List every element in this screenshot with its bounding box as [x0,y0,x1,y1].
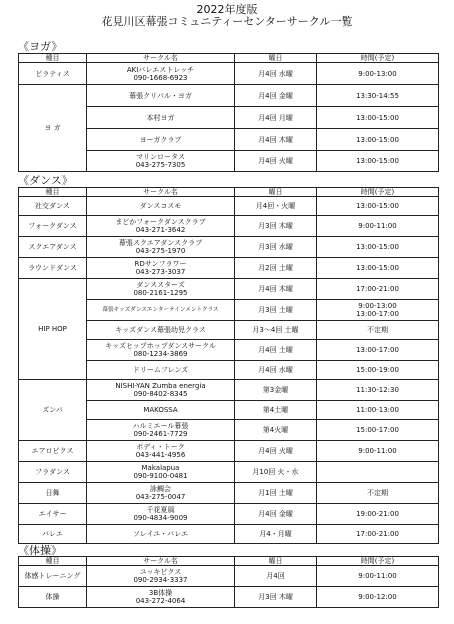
circle-name: Makalapua [141,464,180,472]
header-time: 時間(予定) [317,54,439,63]
circle-phone: 043-273-3037 [135,268,186,276]
yoga-table [18,53,439,172]
taiso-table [18,556,439,608]
circle-cell: ヨーガクラブ [87,129,235,151]
kind-cell: ズンバ [19,380,87,441]
day-cell: 月4回 水曜 [235,361,317,380]
time-cell: 9:00-11:00 [317,566,439,587]
header-kind: 種目 [19,557,87,566]
time-cell: 9:00-11:00 [317,216,439,237]
day-cell: 第3金曜 [235,380,317,401]
kind-cell: ラウンドダンス [19,258,87,279]
section-heading-dance: 《ダンス》 [18,174,73,187]
circle-cell [87,504,235,525]
time-cell: 11:00-13:00 [317,401,439,420]
circle-name: ユッキピクス [139,568,182,576]
table-header [19,557,439,566]
kind-cell: フォークダンス [19,216,87,237]
time-cell: 13:00-15:00 [317,258,439,279]
time-slot: 9:00-13:00 [358,302,397,310]
circle-cell: 幕張キッズダンスエンターテインメントクラス [87,300,235,321]
day-cell: 月4回 月曜 [235,107,317,129]
day-cell: 月4回 火曜 [235,441,317,462]
time-slot: 13:00-17:00 [356,310,399,318]
day-cell: 月4回・火曜 [235,197,317,216]
circle-phone: 043-275-7305 [135,161,186,169]
circle-name: ハルミエール幕張 [132,422,189,430]
header-time: 時間(予定) [317,188,439,197]
circle-cell [87,420,235,441]
kind-cell: ピラティス [19,63,87,85]
table-row [19,216,439,237]
time-cell: 13:00-15:00 [317,151,439,172]
kind-cell: HIP HOP [19,279,87,380]
day-cell: 月4回 金曜 [235,504,317,525]
table-row [19,380,439,401]
circle-cell [87,380,235,401]
day-cell: 第4土曜 [235,401,317,420]
kind-cell: スクエアダンス [19,237,87,258]
circle-phone: 043-275-1970 [135,247,186,255]
time-cell: 15:00-19:00 [317,361,439,380]
time-cell: 9:00-11:00 [317,441,439,462]
time-cell: 11:30-12:30 [317,380,439,401]
section-heading-taiso: 《体操》 [18,544,62,557]
day-cell: 月4回 水曜 [235,63,317,85]
circle-cell: ソレイユ・バレエ [87,525,235,544]
day-cell: 月4回 火曜 [235,151,317,172]
circle-phone: 043-441-4956 [135,451,186,459]
circle-name: 詠鯛会 [150,485,171,493]
kind-cell: フラダンス [19,462,87,483]
circle-cell: MAKOSSA [87,401,235,420]
circle-cell [87,566,235,587]
day-cell: 月4回 土曜 [235,340,317,361]
day-cell: 月3回 木曜 [235,587,317,608]
circle-cell [87,279,235,300]
circle-cell: キッズダンス幕張幼児クラス [87,321,235,340]
table-row [19,197,439,216]
day-cell: 月4回 金曜 [235,85,317,107]
day-cell: 月4回 [235,566,317,587]
circle-cell: 幕張クリパル・ヨガ [87,85,235,107]
table-row [19,462,439,483]
circle-phone: 043-271-3642 [135,226,186,234]
day-cell: 月3回 木曜 [235,216,317,237]
circle-cell: ドリームフレンズ [87,361,235,380]
circle-name: NISHI-YAN Zumba energia [115,382,206,390]
circle-name: マリンロータス [136,153,185,161]
header-circle: サークル名 [87,557,235,566]
kind-cell: 社交ダンス [19,197,87,216]
table-row [19,258,439,279]
circle-phone: 090-4834-9009 [133,514,188,522]
circle-phone: 090-2934-3337 [133,576,188,584]
time-cell: 13:00-15:00 [317,129,439,151]
table-row [19,441,439,462]
dance-table [18,187,439,544]
time-cell: 13:00-15:00 [317,237,439,258]
day-cell: 月3回 土曜 [235,300,317,321]
day-cell: 月2回 土曜 [235,258,317,279]
circle-cell [87,587,235,608]
time-cell: 不定期 [317,321,439,340]
table-row [19,279,439,300]
time-cell: 不定期 [317,483,439,504]
header-circle: サークル名 [87,188,235,197]
circle-cell [87,216,235,237]
circle-name: ボディ・トーク [136,443,185,451]
table-row [19,587,439,608]
page-title: 花見川区幕張コミュニティーセンターサークル一覧 [101,15,353,28]
time-cell: 15:00-17:00 [317,420,439,441]
header-kind: 種目 [19,54,87,63]
kind-cell: ヨ ガ [19,85,87,172]
table-row [19,237,439,258]
edition-year: 2022年度版 [196,3,258,16]
circle-cell [87,462,235,483]
circle-name: 幕張スクエアダンスクラブ [118,239,203,247]
table-row [19,525,439,544]
time-cell [317,300,439,321]
circle-cell [87,441,235,462]
time-cell: 17:00-21:00 [317,279,439,300]
table-header [19,54,439,63]
table-header [19,188,439,197]
circle-phone: 090-1668-6923 [133,73,188,82]
table-row [19,63,439,85]
header-kind: 種目 [19,188,87,197]
circle-name: ダンススターズ [136,281,185,289]
circle-cell: ダンスコスモ [87,197,235,216]
circle-phone: 090-8402-8345 [133,390,188,398]
circle-name: キッズヒップホップダンスサークル [105,342,216,350]
time-cell: 19:00-21:00 [317,504,439,525]
day-cell: 月3回 水曜 [235,237,317,258]
circle-name: まどかフォークダンスクラブ [115,218,206,226]
section-heading-yoga: 《ヨガ》 [18,40,63,53]
kind-cell: 体感トレーニング [19,566,87,587]
day-cell: 月10回 火・水 [235,462,317,483]
time-cell: 9:00-13:00 [317,63,439,85]
circle-phone: 043-275-0047 [135,493,186,501]
table-row [19,85,439,107]
circle-name: 千花夏風 [146,506,175,514]
circle-phone: 090-9100-0481 [133,472,188,480]
circle-cell [87,340,235,361]
time-cell: 13:00-17:00 [317,340,439,361]
kind-cell: エアロビクス [19,441,87,462]
day-cell: 月4・月曜 [235,525,317,544]
time-cell: 13:30-14:55 [317,85,439,107]
circle-phone: 043-272-4064 [135,597,186,605]
day-cell: 月3～4回 土曜 [235,321,317,340]
circle-cell [87,151,235,172]
kind-cell: 体操 [19,587,87,608]
time-cell: 13:00-15:00 [317,197,439,216]
time-cell: 17:00-21:00 [317,525,439,544]
table-row [19,504,439,525]
kind-cell: エイサー [19,504,87,525]
circle-phone: 090-2461-7729 [133,430,188,438]
circle-phone: 080-2161-1295 [133,289,188,297]
header-day: 曜日 [235,557,317,566]
circle-name: RDサンフラワー [134,260,187,268]
table-row [19,566,439,587]
circle-phone: 080-1234-3869 [133,350,188,358]
day-cell: 月4回 木曜 [235,279,317,300]
table-row [19,483,439,504]
circle-name: AKIバレエストレッチ [126,65,195,74]
day-cell: 月1回 土曜 [235,483,317,504]
kind-cell: バレエ [19,525,87,544]
time-cell: 9:00-12:00 [317,587,439,608]
header-time: 時間(予定) [317,557,439,566]
circle-cell: 本村ヨガ [87,107,235,129]
circle-cell [87,258,235,279]
time-cell [317,462,439,483]
header-circle: サークル名 [87,54,235,63]
header-day: 曜日 [235,188,317,197]
header-day: 曜日 [235,54,317,63]
day-cell: 第4火曜 [235,420,317,441]
circle-cell [87,237,235,258]
day-cell: 月4回 木曜 [235,129,317,151]
circle-name: 3B体操 [148,589,173,597]
circle-cell [87,483,235,504]
time-cell: 13:00-15:00 [317,107,439,129]
circle-cell [87,63,235,85]
kind-cell: 日舞 [19,483,87,504]
